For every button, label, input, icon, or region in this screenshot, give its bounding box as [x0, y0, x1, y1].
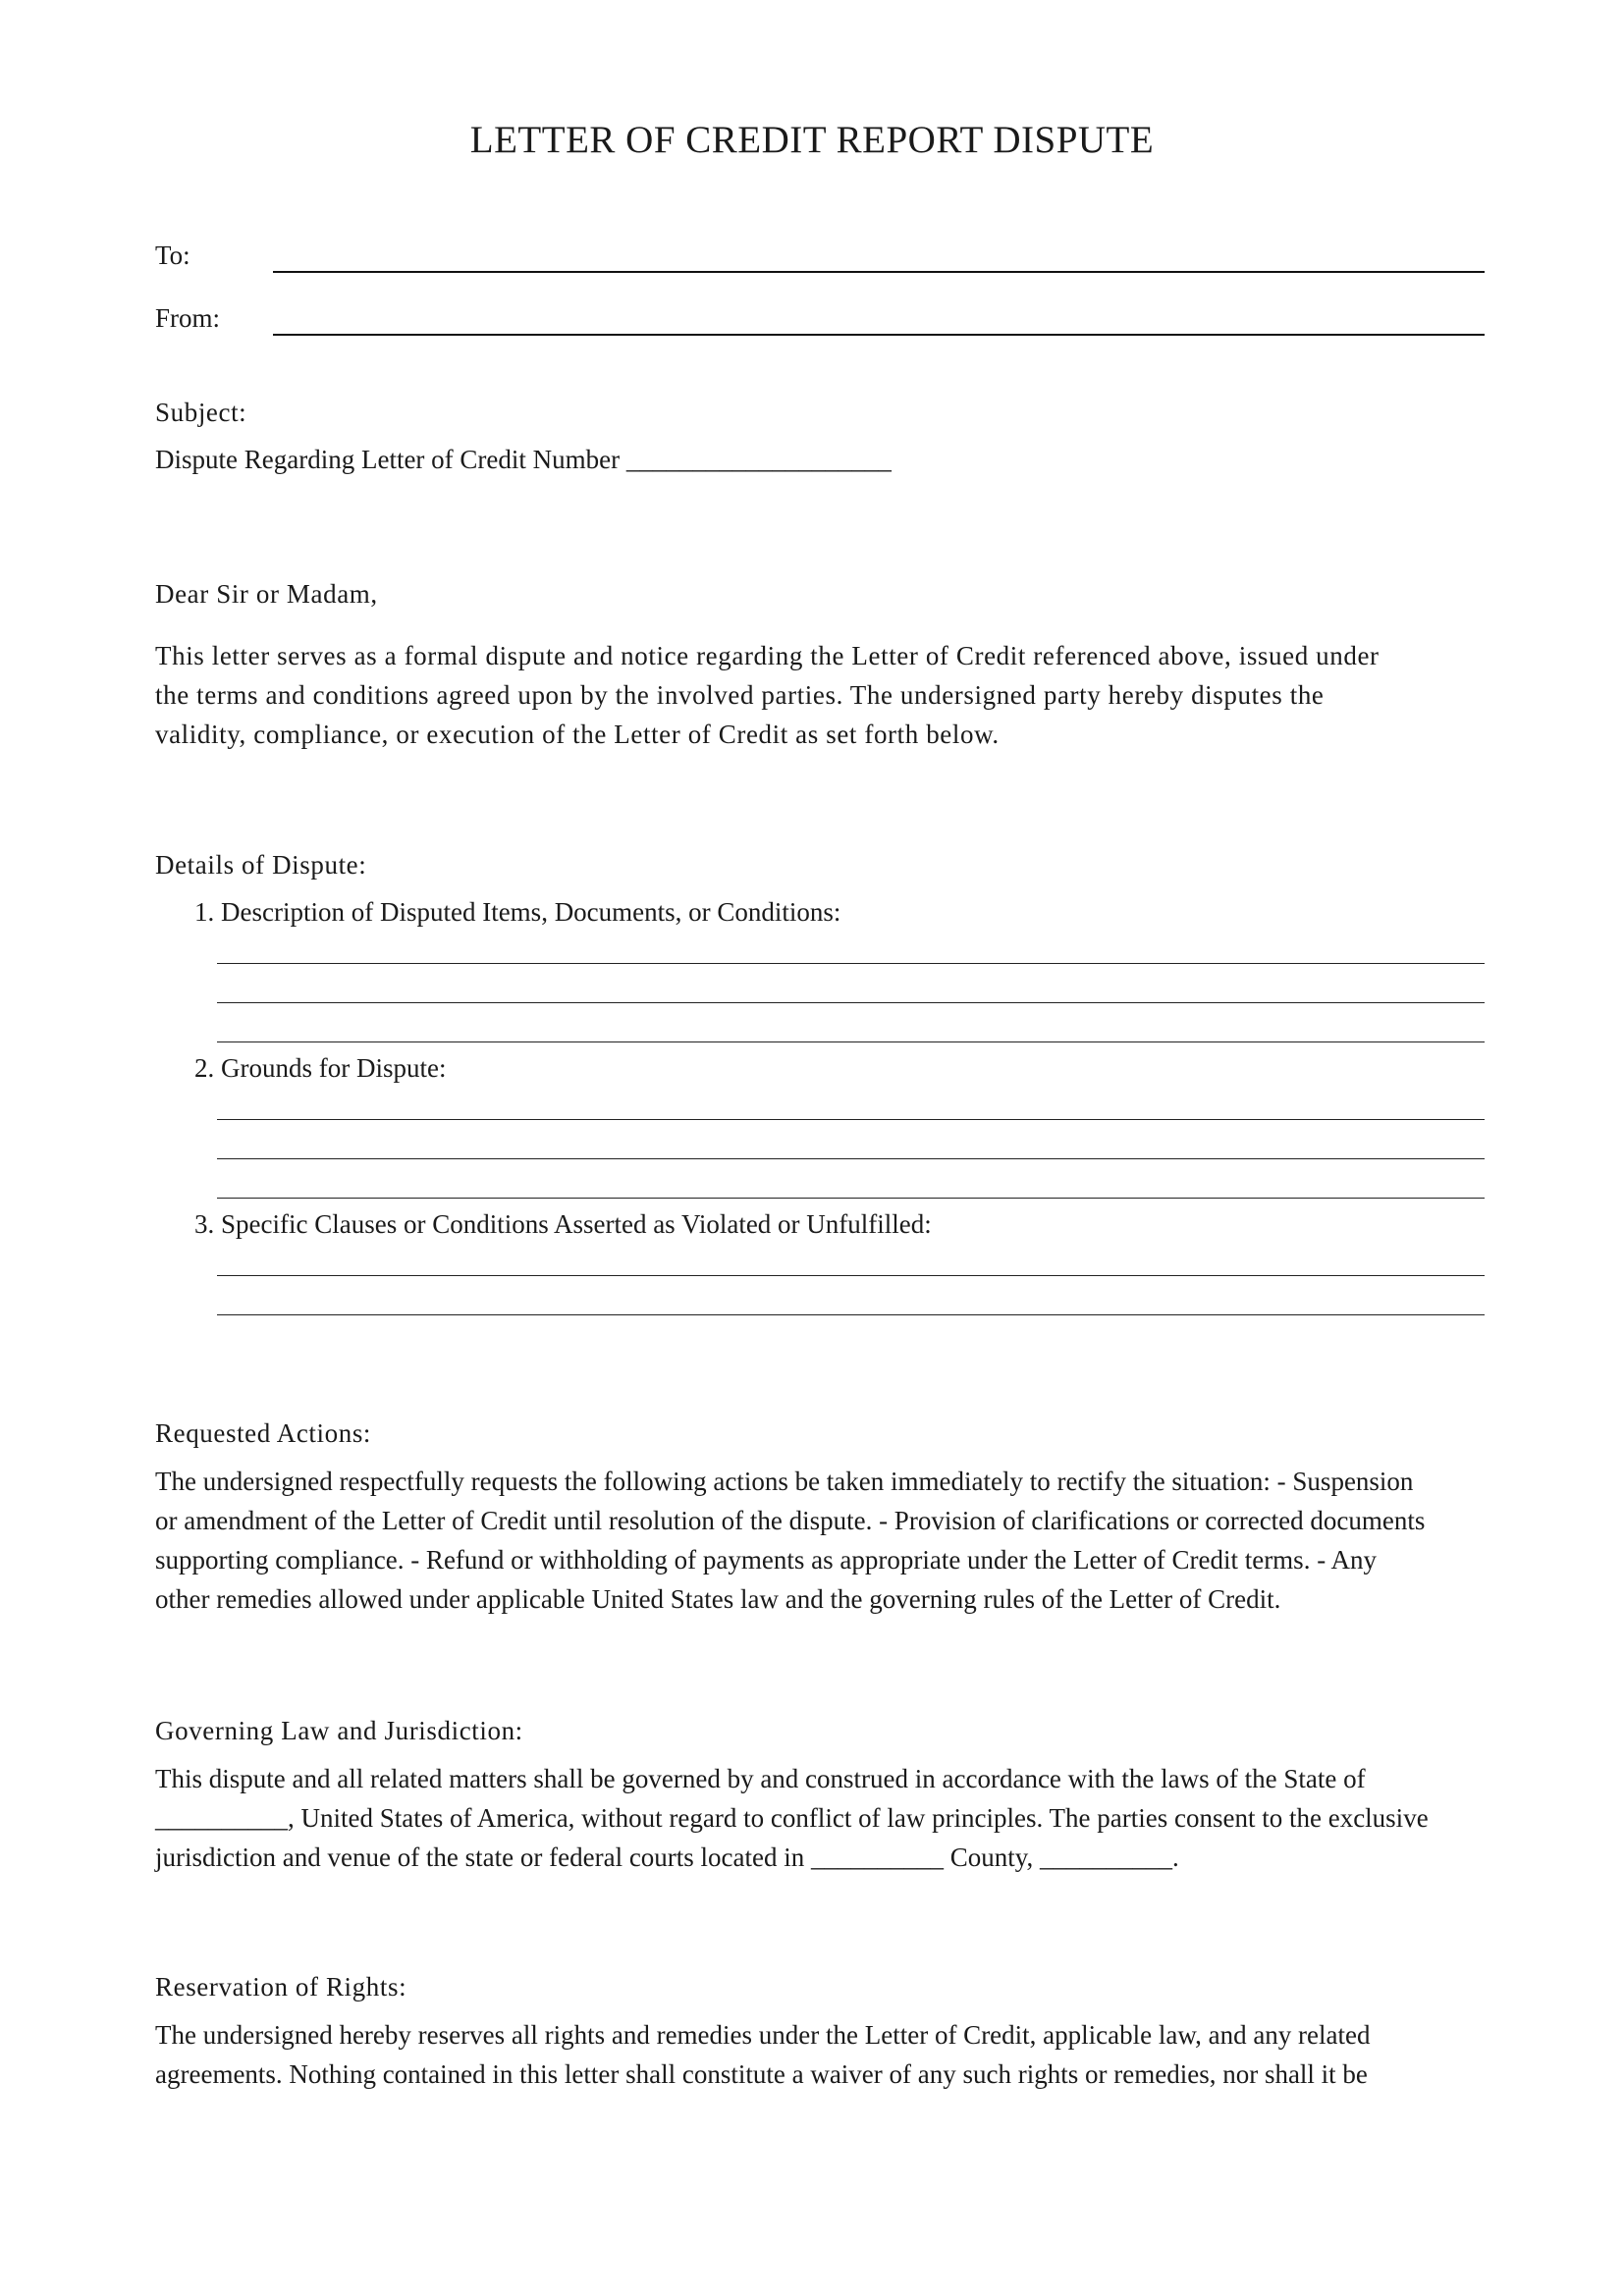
from-field-line[interactable]	[273, 334, 1485, 336]
requested-line: other remedies allowed under applicable United States law and the governing rules of the Letter of Credit.	[155, 1584, 1281, 1614]
intro-paragraph	[155, 636, 1380, 754]
item-2-answer-line[interactable]	[217, 1158, 1485, 1159]
item-2-label: 2. Grounds for Dispute:	[194, 1053, 447, 1083]
subject-text: Dispute Regarding Letter of Credit Number ____________________	[155, 445, 892, 474]
item-1-answer-line[interactable]	[217, 1002, 1485, 1003]
item-1-answer-line[interactable]	[217, 1041, 1485, 1042]
intro-line: the terms and conditions agreed upon by the involved parties. The undersigned party hereby disputes the	[155, 680, 1325, 710]
subject-label: Subject:	[155, 398, 247, 427]
requested-line: or amendment of the Letter of Credit until resolution of the dispute. - Provision of clarifications or corrected documents	[155, 1506, 1426, 1535]
reservation-line: The undersigned hereby reserves all rights and remedies under the Letter of Credit, applicable law, and any related	[155, 2020, 1371, 2050]
item-3-answer-line[interactable]	[217, 1275, 1485, 1276]
reservation-heading: Reservation of Rights:	[155, 1972, 407, 2002]
details-heading: Details of Dispute:	[155, 850, 367, 880]
governing-line: __________, United States of America, without regard to conflict of law principles. The parties consent to the exclusive	[155, 1803, 1429, 1833]
governing-law-paragraph	[155, 1759, 1429, 1877]
requested-line: supporting compliance. - Refund or withholding of payments as appropriate under the Letter of Credit terms. - Any	[155, 1545, 1377, 1575]
governing-law-heading: Governing Law and Jurisdiction:	[155, 1716, 523, 1745]
governing-line: jurisdiction and venue of the state or federal courts located in __________ County, __________.	[155, 1842, 1179, 1872]
item-3-label: 3. Specific Clauses or Conditions Asserted as Violated or Unfulfilled:	[194, 1209, 932, 1239]
salutation: Dear Sir or Madam,	[155, 579, 378, 609]
document-title: LETTER OF CREDIT REPORT DISPUTE	[469, 119, 1155, 161]
reservation-paragraph	[155, 2015, 1371, 2094]
to-field-line[interactable]	[273, 271, 1485, 273]
item-1-label: 1. Description of Disputed Items, Documents, or Conditions:	[194, 897, 841, 927]
requested-actions-paragraph	[155, 1462, 1425, 1619]
reservation-line: agreements. Nothing contained in this letter shall constitute a waiver of any such rights or remedies, nor shall it be	[155, 2059, 1368, 2089]
governing-line: This dispute and all related matters shall be governed by and construed in accordance with the laws of the State of	[155, 1764, 1366, 1793]
item-1-answer-line[interactable]	[217, 963, 1485, 964]
requested-line: The undersigned respectfully requests the following actions be taken immediately to rectify the situation: - Suspension	[155, 1467, 1414, 1496]
item-3-answer-line[interactable]	[217, 1314, 1485, 1315]
item-2-answer-line[interactable]	[217, 1119, 1485, 1120]
item-2-answer-line[interactable]	[217, 1198, 1485, 1199]
from-label: From:	[155, 303, 221, 333]
to-label: To:	[155, 240, 190, 270]
requested-actions-heading: Requested Actions:	[155, 1418, 372, 1448]
intro-line: This letter serves as a formal dispute and notice regarding the Letter of Credit referenced above, issued under	[155, 641, 1380, 670]
intro-line: validity, compliance, or execution of the Letter of Credit as set forth below.	[155, 720, 1000, 749]
